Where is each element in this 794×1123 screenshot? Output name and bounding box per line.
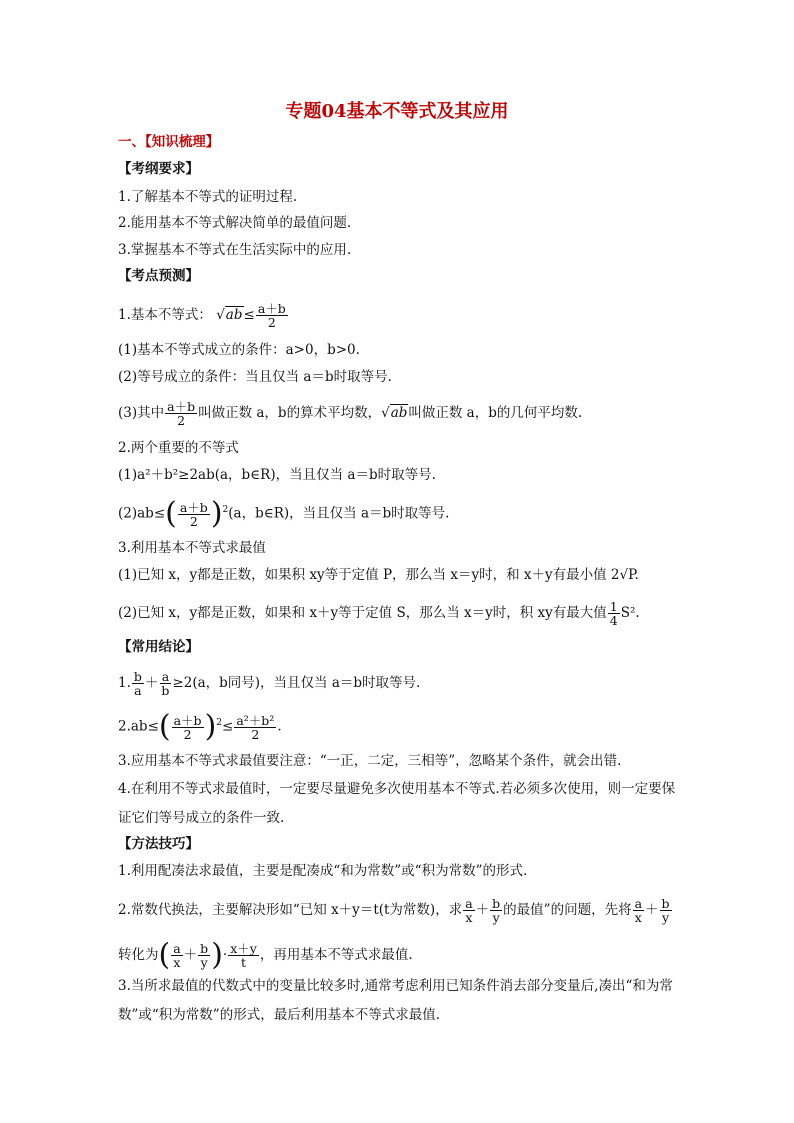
- fangfa-item-3: 3.当所求最值的代数式中的变量比较多时,通常考虑利用已知条件消去部分变量后,凑出“和为常数”或“积为常数”的形式，最后利用基本不等式求最值.: [118, 978, 673, 1023]
- kaodian-item-1-sub-3: (3)其中 $\frac{a+b}{2}$ 叫做正数 a，b的算术平均数，√ab叫做正数 a，b的几何平均数.: [118, 399, 583, 428]
- fangfa-item-2-cont: 转化为( $\frac{a}{x}$ ＋ $\frac{b}{y}$ )· $\frac{x+y}{t}$ ，再用基本不等式求最值.: [118, 937, 413, 973]
- kaodian-heading: 【考点预测】: [118, 268, 199, 284]
- fangfa-item-1: 1.利用配凑法求最值，主要是配凑成“和为常数”或“积为常数”的形式.: [118, 863, 528, 879]
- kagang-heading: 【考纲要求】: [118, 161, 199, 177]
- kaodian-item-1: 1.基本不等式： √ab≤ $\frac{a+b}{2}$: [118, 301, 286, 330]
- changyong-heading: 【常用结论】: [118, 639, 199, 655]
- kagang-item-1: 1.了解基本不等式的证明过程.: [118, 189, 298, 205]
- section-heading: 一、【知识梳理】: [118, 134, 220, 150]
- kaodian-item-3-sub-1: (1)已知 x，y都是正数，如果积 xy等于定值 P，那么当 x＝y时，和 x＋y有最小值 2√P.: [118, 567, 639, 583]
- kagang-item-3: 3.掌握基本不等式在生活实际中的应用.: [118, 242, 352, 258]
- changyong-item-3: 3.应用基本不等式求最值要注意：“一正，二定，三相等”，忽略某个条件，就会出错.: [118, 753, 622, 769]
- kagang-item-2: 2.能用基本不等式解决简单的最值问题.: [118, 215, 352, 231]
- kaodian-item-1-sub-1: (1)基本不等式成立的条件：a>0，b>0.: [118, 342, 360, 358]
- page-title: 专题04基本不等式及其应用: [285, 101, 509, 122]
- changyong-item-2: 2.ab≤( $\frac{a+b}{2}$ )$^2$≤ $\frac{\text{a²＋b²}}{2}$ .: [118, 709, 282, 744]
- changyong-item-4: 4.在利用不等式求最值时，一定要尽量避免多次使用基本不等式.若必须多次使用，则一定要保证它们等号成立的条件一致.: [118, 781, 676, 826]
- fangfa-item-2: 2.常数代换法，主要解决形如“已知 x＋y＝t(t为常数)，求 $\frac{a}{x}$ ＋ $\frac{b}{y}$ 的最值”的问题，先将 $\frac{a}{x}$ ＋ $\frac{b}{y}$: [118, 896, 670, 925]
- kaodian-item-2-sub-2: (2)ab≤( $\frac{a+b}{2}$ )$^2$(a，b∈R)，当且仅当 a＝b时取等号.: [118, 496, 450, 531]
- kaodian-item-2: 2.两个重要的不等式: [118, 440, 239, 456]
- fangfa-heading: 【方法技巧】: [118, 836, 199, 852]
- kaodian-item-1-sub-2: (2)等号成立的条件：当且仅当 a＝b时取等号.: [118, 369, 392, 385]
- changyong-item-1: 1. $\frac{b}{a}$ ＋ $\frac{a}{b}$ ≥2(a，b同号)，当且仅当 a＝b时取等号.: [118, 669, 421, 698]
- kaodian-item-3-sub-2: (2)已知 x，y都是正数，如果和 x＋y等于定值 S，那么当 x＝y时，积 xy有最大值 $\frac{1}{4}$ S².: [118, 599, 640, 628]
- kaodian-item-3: 3.利用基本不等式求最值: [118, 540, 266, 556]
- kaodian-item-2-sub-1: (1)a²＋b²≥2ab(a，b∈R)，当且仅当 a＝b时取等号.: [118, 467, 436, 483]
